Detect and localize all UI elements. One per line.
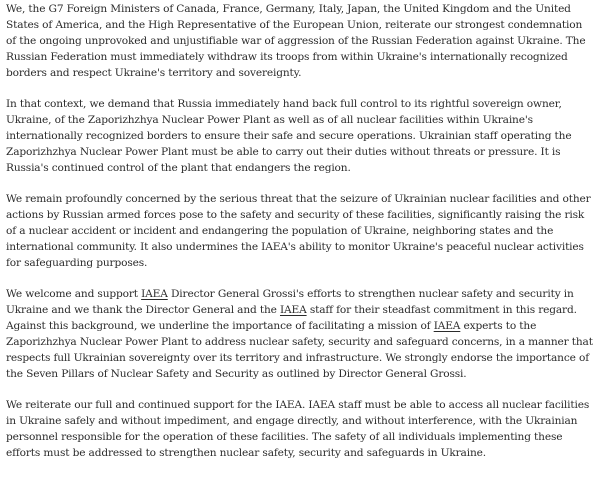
- paragraph-text: In that context, we demand that Russia immediately hand back full control to its rightful sovereign owner, Ukraine, of the Zaporizhzhya Nuclear Power Plant as well as of all nuclear facilities within Ukraine's internationally recognized borders to ensure their safe and secure operations. Ukrainian staff operating the Zaporizhzhya Nuclear Power Plant must be able to carry out their duties without threats or pressure. It is Russia's continued control of the plant that endangers the region.: [6, 98, 572, 174]
- statement-paragraph: [6, 2, 594, 82]
- statement-paragraph: [6, 97, 594, 177]
- paragraph-text: staff for their steadfast commitment in this regard. Against this background, we underline the importance of facilitating a mission of: [6, 304, 577, 332]
- paragraph-text: We, the G7 Foreign Ministers of Canada, France, Germany, Italy, Japan, the United Kingdom and the United States of America, and the High Representative of the European Union, reiterate our strongest condemnation of the ongoing unprovoked and unjustifiable war of aggression of the Russian Federation against Ukraine. The Russian Federation must immediately withdraw its troops from within Ukraine's internationally recognized borders and respect Ukraine's territory and sovereignty.: [6, 3, 586, 79]
- paragraph-text: We reiterate our full and continued support for the IAEA. IAEA staff must be able to access all nuclear facilities in Ukraine safely and without impediment, and engage directly, and without interference, with the Ukrainian personnel responsible for the operation of these facilities. The safety of all individuals implementing these efforts must be addressed to strengthen nuclear safety, security and safeguards in Ukraine.: [6, 399, 590, 459]
- statement-paragraph: [6, 287, 594, 382]
- statement-paragraph: [6, 192, 594, 272]
- paragraph-text: We remain profoundly concerned by the serious threat that the seizure of Ukrainian nuclear facilities and other actions by Russian armed forces pose to the safety and security of these facilities, significantly raising the risk of a nuclear accident or incident and endangering the population of Ukraine, neighboring states and the international community. It also undermines the IAEA's ability to monitor Ukraine's peaceful nuclear activities for safeguarding purposes.: [6, 193, 591, 269]
- statement-paragraph: [6, 398, 594, 462]
- paragraph-text: Director General Grossi's efforts to strengthen nuclear safety and security in Ukraine and we thank the Director General and the: [6, 288, 574, 316]
- statement-body: [6, 2, 594, 462]
- paragraph-text: We welcome and support: [6, 288, 142, 301]
- iaea-link[interactable]: IAEA: [433, 319, 461, 332]
- iaea-link[interactable]: IAEA: [141, 288, 168, 301]
- iaea-link[interactable]: IAEA: [279, 304, 307, 316]
- paragraph-text: experts to the Zaporizhzhya Nuclear Power Plant to address nuclear safety, security and safeguard concerns, in a manner that respects full Ukrainian sovereignty over its territory and infrastructure. We strongly endorse the importance of the Seven Pillars of Nuclear Safety and Security as outlined by Director General Grossi.: [6, 319, 593, 380]
